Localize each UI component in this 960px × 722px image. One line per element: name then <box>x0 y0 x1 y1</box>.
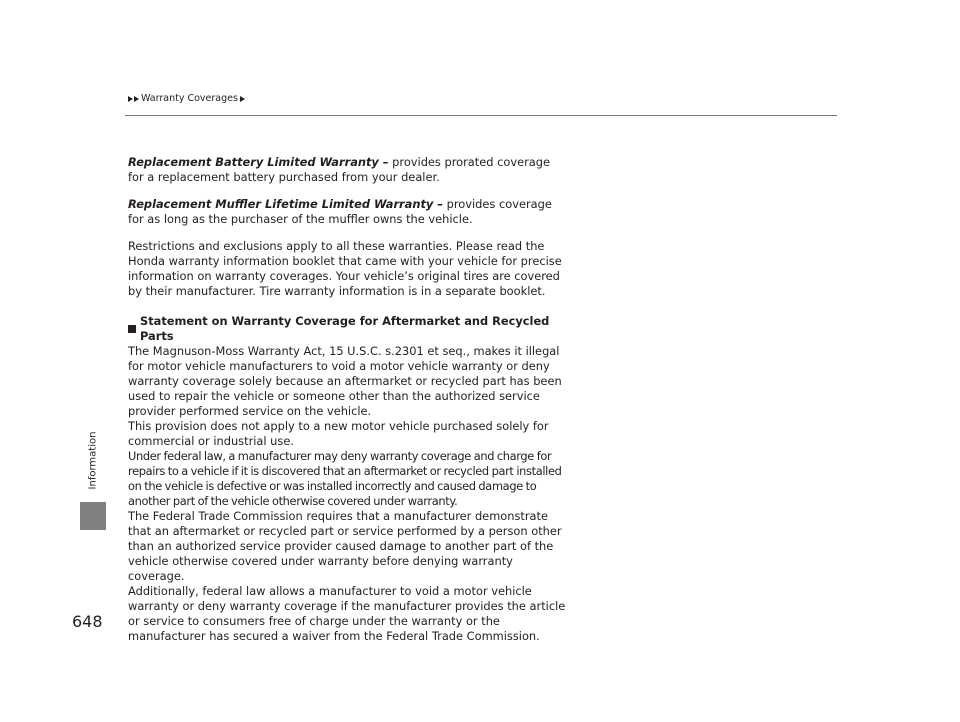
main-content <box>128 155 568 644</box>
side-tab-label-container <box>86 420 100 500</box>
body-paragraph: The Magnuson-Moss Warranty Act, 15 U.S.C. s.2301 et seq., makes it illegal for motor vehicle manufacturers to void a motor vehicle warranty or deny warranty coverage solely because an aftermarket or recycled part has been used to repair the vehicle or someone other than the authorized service provider performed service on the vehicle. <box>128 344 562 418</box>
breadcrumb-title: Warranty Coverages <box>141 93 238 104</box>
battery-warranty-paragraph <box>128 155 568 185</box>
side-tab-label: Information <box>87 431 99 489</box>
section-heading-text: Statement on Warranty Coverage for Aftermarket and Recycled Parts <box>140 314 550 343</box>
restrictions-paragraph: Restrictions and exclusions apply to all these warranties. Please read the Honda warranty information booklet that came with your vehicle for precise information on warranty coverages. Your vehicle’s original tires are covered by their manufacturer. Tire warranty information is in a separate booklet. <box>128 239 562 298</box>
muffler-warranty-paragraph <box>128 197 568 227</box>
battery-warranty-title: Replacement Battery Limited Warranty – <box>128 155 389 169</box>
side-tab-marker <box>80 502 106 530</box>
section-heading <box>128 314 568 344</box>
square-bullet-icon <box>128 325 136 333</box>
body-paragraph: Additionally, federal law allows a manufacturer to void a motor vehicle warranty or deny warranty coverage if the manufacturer provides the article or service to consumers free of charge under the warranty or the manufacturer has secured a waiver from the Federal Trade Commission. <box>128 584 566 643</box>
triangle-right-icon <box>240 96 245 102</box>
triangle-right-icon <box>128 96 133 102</box>
body-paragraph: This provision does not apply to a new motor vehicle purchased solely for commercial or industrial use. <box>128 419 549 448</box>
muffler-warranty-title: Replacement Muffler Lifetime Limited Warranty – <box>128 197 444 211</box>
body-paragraph: The Federal Trade Commission requires that a manufacturer demonstrate that an aftermarket or recycled part or service performed by a person other than an authorized service provider caused damage to another part of the vehicle otherwise covered under warranty before denying warranty coverage. <box>128 509 562 583</box>
battery-warranty-text: provides prorated coverage for a replacement battery purchased from your dealer. <box>128 155 550 184</box>
page-number: 648 <box>72 612 103 631</box>
header-divider <box>125 115 837 116</box>
body-paragraph: Under federal law, a manufacturer may deny warranty coverage and charge for repairs to a vehicle if it is discovered that an aftermarket or recycled part installed on the vehicle is defective or was installed incorrectly and caused damage to another part of the vehicle otherwise covered under warranty. <box>128 449 562 508</box>
breadcrumb <box>128 93 246 104</box>
triangle-right-icon <box>134 96 139 102</box>
muffler-warranty-text: provides coverage for as long as the purchaser of the muffler owns the vehicle. <box>128 197 552 226</box>
